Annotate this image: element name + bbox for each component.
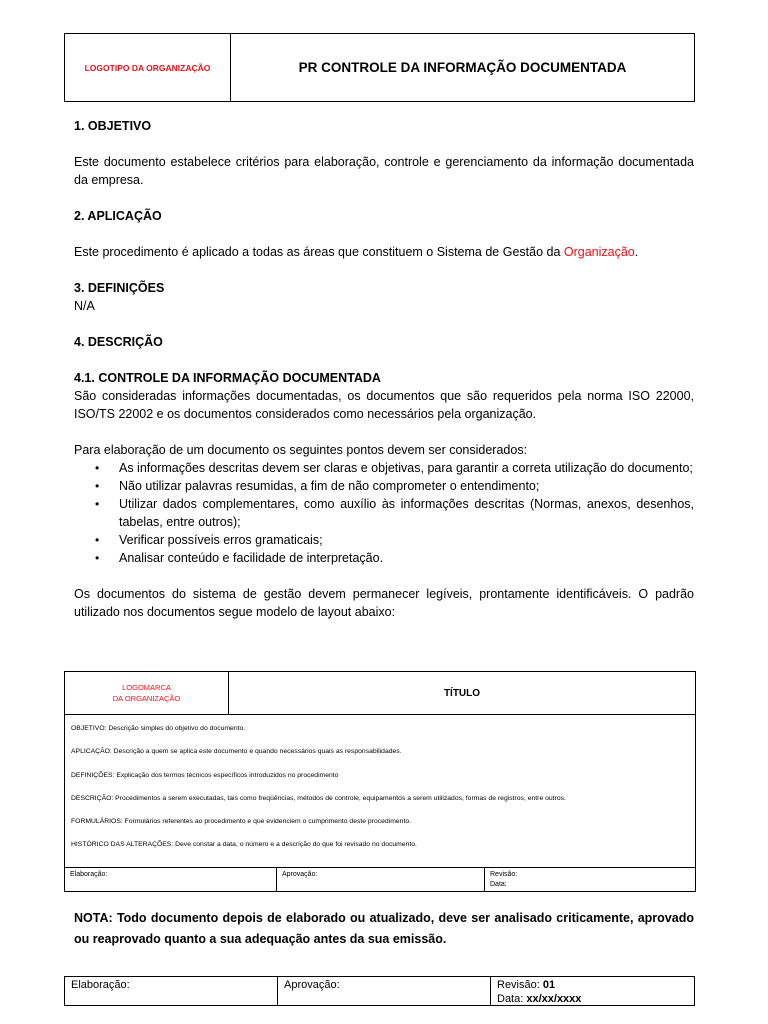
model-footer <box>65 867 695 891</box>
section-controle-text: São consideradas informações documentadas, os documentos que são requeridos pela norma ISO 22000, ISO/TS 22002 e os documentos considerados como necessários pela organização. <box>74 389 694 421</box>
list-item <box>74 531 694 549</box>
model-row-aplicacao: APLICAÇÃO: Descrição a quem se aplica este documento e quando necessários quais as responsabilidades. <box>71 748 402 756</box>
section-controle-title: 4.1. CONTROLE DA INFORMAÇÃO DOCUMENTADA <box>74 371 381 385</box>
footer-elaboracao: Elaboração: <box>65 977 278 1005</box>
bullet-icon: • <box>95 497 100 511</box>
bullet-list <box>74 459 694 567</box>
list-item-text: Verificar possíveis erros gramaticais; <box>119 533 323 547</box>
footer-revisao <box>497 978 688 992</box>
aplicacao-text-end: . <box>634 245 639 259</box>
bullet-icon: • <box>95 461 100 475</box>
model-footer-revisao-data <box>485 868 695 891</box>
list-item <box>74 549 694 567</box>
footer-revisao-data <box>491 977 694 1005</box>
model-footer-revisao: Revisão: <box>490 871 518 878</box>
bullet-icon: • <box>95 533 100 547</box>
organization-logo-placeholder: LOGOTIPO DA ORGANIZAÇÃO <box>65 34 231 101</box>
list-item-text: Analisar conteúdo e facilidade de interpretação. <box>119 551 384 565</box>
model-title: TÍTULO <box>443 687 481 699</box>
nota-text: NOTA: Todo documento depois de elaborado ou atualizado, deve ser analisado criticamente, aprovado ou reaprovado quanto a sua adequação antes da sua emissão. <box>74 911 694 946</box>
model-logo-placeholder <box>65 672 229 714</box>
document-header <box>64 33 695 102</box>
padrao-text: Os documentos do sistema de gestão devem permanecer legíveis, prontamente identificáveis. O padrão utilizado nos documentos segue modelo de layout abaixo: <box>74 587 694 619</box>
model-row-descricao: DESCRIÇÃO: Procedimentos a serem executadas, tais como freqüências, métodos de controle, equipamentos a serem utilizados, formas de registros, entre outros. <box>71 794 566 802</box>
list-item-text: Não utilizar palavras resumidas, a fim de não comprometer o entendimento; <box>119 479 540 493</box>
section-definicoes-text: N/A <box>74 299 95 313</box>
document-title: PR CONTROLE DA INFORMAÇÃO DOCUMENTADA <box>298 60 627 75</box>
model-row-objetivo: OBJETIVO: Descrição simples do objetivo do documento. <box>71 725 246 732</box>
list-item <box>74 477 694 495</box>
model-logo-line1: LOGOMARCA <box>122 683 171 692</box>
footer-data-label: Data: <box>497 993 527 1005</box>
list-item-text: Utilizar dados complementares, como auxílio às informações descritas (Normas, anexos, desenhos, tabelas, entre outros); <box>119 497 694 529</box>
list-item-text: As informações descritas devem ser claras e objetivas, para garantir a correta utilização do documento; <box>119 461 693 475</box>
document-footer <box>64 976 695 1006</box>
model-body <box>65 715 695 868</box>
list-item <box>74 495 694 531</box>
model-footer-elaboracao: Elaboração: <box>65 868 277 891</box>
model-header <box>65 672 695 715</box>
footer-aprovacao: Aprovação: <box>278 977 491 1005</box>
organization-highlight: Organização <box>563 245 635 259</box>
layout-model-table <box>64 671 696 892</box>
model-row-formularios: FORMULÁRIOS: Formulários referentes ao procedimento e que evidenciem o cumprimento deste procedimento. <box>71 818 411 826</box>
model-row-definicoes: DEFINIÇÕES: Explicação dos termos técnicos específicos introduzidos no procedimento <box>71 771 339 779</box>
section-definicoes-title: 3. DEFINIÇÕES <box>74 281 165 295</box>
bullet-icon: • <box>95 479 100 493</box>
model-logo-line2: DA ORGANIZAÇÃO <box>112 694 181 703</box>
footer-data-value: xx/xx/xxxx <box>526 993 582 1005</box>
footer-revisao-label: Revisão: <box>497 979 543 991</box>
document-body <box>74 117 694 621</box>
aplicacao-text-part: Este procedimento é aplicado a todas as áreas que constituem o Sistema de Gestão da <box>74 245 564 259</box>
model-footer-data: Data: <box>490 881 507 888</box>
bullet-icon: • <box>95 551 100 565</box>
section-aplicacao-text <box>74 243 694 261</box>
model-row-historico: HISTÓRICO DAS ALTERAÇÕES: Deve constar a data, o número e a descrição do que foi revisado no documento. <box>71 841 417 849</box>
section-objetivo-title: 1. OBJETIVO <box>74 119 152 133</box>
footer-data <box>497 992 688 1006</box>
section-aplicacao-title: 2. APLICAÇÃO <box>74 209 162 223</box>
model-footer-aprovacao: Aprovação: <box>277 868 485 891</box>
pontos-intro: Para elaboração de um documento os seguintes pontos devem ser considerados: <box>74 443 528 457</box>
section-objetivo-text: Este documento estabelece critérios para elaboração, controle e gerenciamento da informação documentada da empresa. <box>74 155 694 187</box>
section-descricao-title: 4. DESCRIÇÃO <box>74 335 163 349</box>
list-item <box>74 459 694 477</box>
footer-revisao-value: 01 <box>542 979 556 991</box>
